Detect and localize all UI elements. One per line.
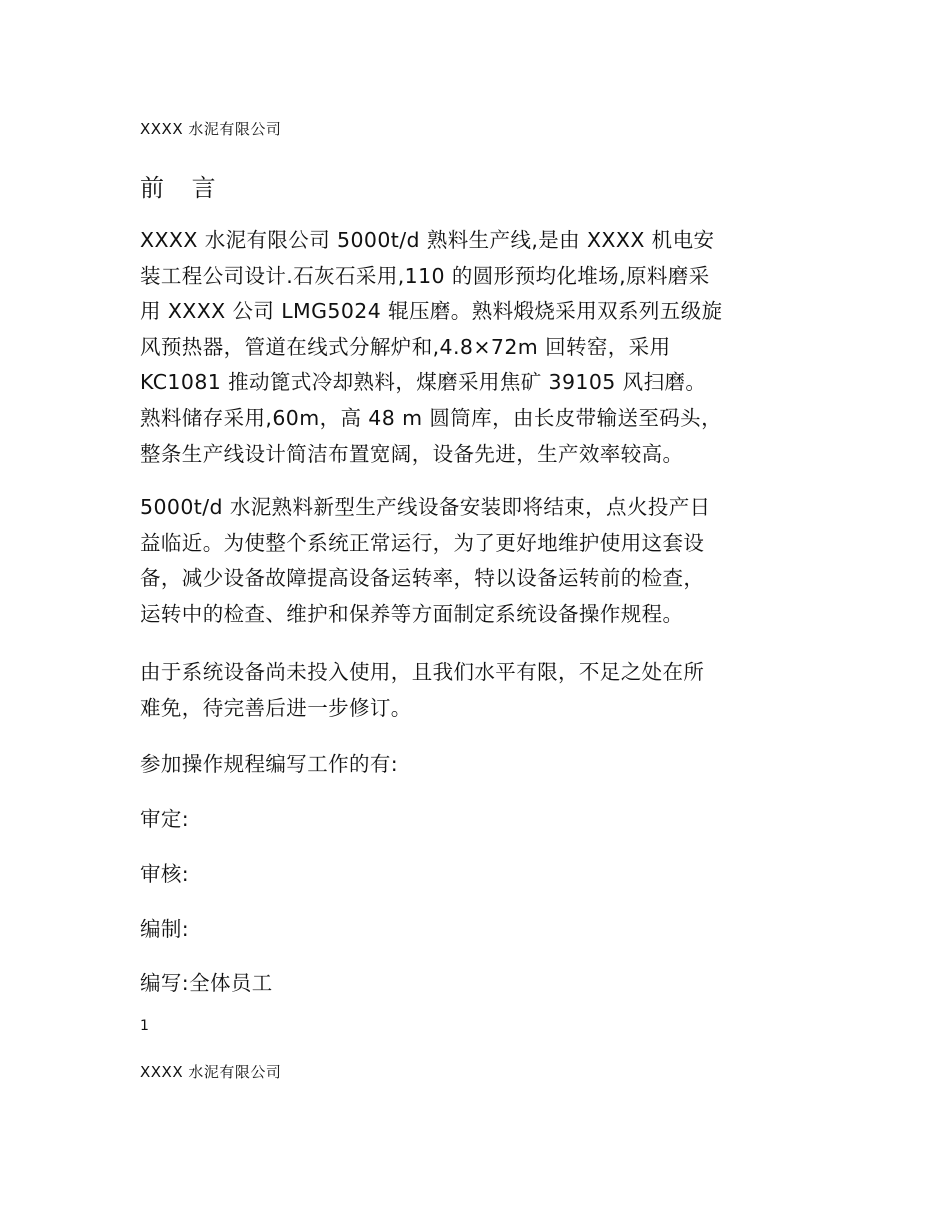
paragraph-line: 难免，待完善后进一步修订。 <box>140 695 412 720</box>
role-writing: 编写:全体员工 <box>140 971 273 995</box>
paragraph-line: 熟料储存采用,60m，高 48 m 圆筒库，由长皮带输送至码头， <box>140 405 722 430</box>
role-compile: 编制: <box>140 917 190 941</box>
paragraph-purpose <box>140 490 820 632</box>
contributors-intro: 参加操作规程编写工作的有: <box>140 752 399 776</box>
paragraph-line: 益临近。为使整个系统正常运行，为了更好地维护使用这套设 <box>140 530 705 555</box>
paragraph-line: 整条生产线设计简洁布置宽阔，设备先进，生产效率较高。 <box>140 441 684 466</box>
role-review: 审核: <box>140 862 190 886</box>
role-approval: 审定: <box>140 807 190 831</box>
paragraph-line: 装工程公司设计.石灰石采用,110 的圆形预均化堆场,原料磨采 <box>140 263 710 288</box>
page-title: 前 言 <box>140 174 226 202</box>
paragraph-line: KC1081 推动篦式冷却熟料，煤磨采用焦矿 39105 风扫磨。 <box>140 370 707 395</box>
paragraph-line: 运转中的检查、维护和保养等方面制定系统设备操作规程。 <box>140 601 684 626</box>
paragraph-line: 风预热器，管道在线式分解炉和,4.8×72m 回转窑，采用 <box>140 334 671 359</box>
paragraph-intro <box>140 223 820 472</box>
paragraph-line: 5000t/d 水泥熟料新型生产线设备安装即将结束，点火投产日 <box>140 495 711 519</box>
paragraph-line: 用 XXXX 公司 LMG5024 辊压磨。熟料煅烧采用双系列五级旋 <box>140 299 723 324</box>
paragraph-line: 备，减少设备故障提高设备运转率，特以设备运转前的检查， <box>140 566 705 591</box>
paragraph-line: XXXX 水泥有限公司 5000t/d 熟料生产线,是由 XXXX 机电安 <box>140 228 715 252</box>
next-page-header-company: XXXX 水泥有限公司 <box>140 1063 282 1081</box>
page-header-company: XXXX 水泥有限公司 <box>140 120 282 138</box>
paragraph-line: 由于系统设备尚未投入使用，且我们水平有限，不足之处在所 <box>140 660 705 684</box>
page-number: 1 <box>140 1018 149 1034</box>
paragraph-disclaimer <box>140 655 820 726</box>
